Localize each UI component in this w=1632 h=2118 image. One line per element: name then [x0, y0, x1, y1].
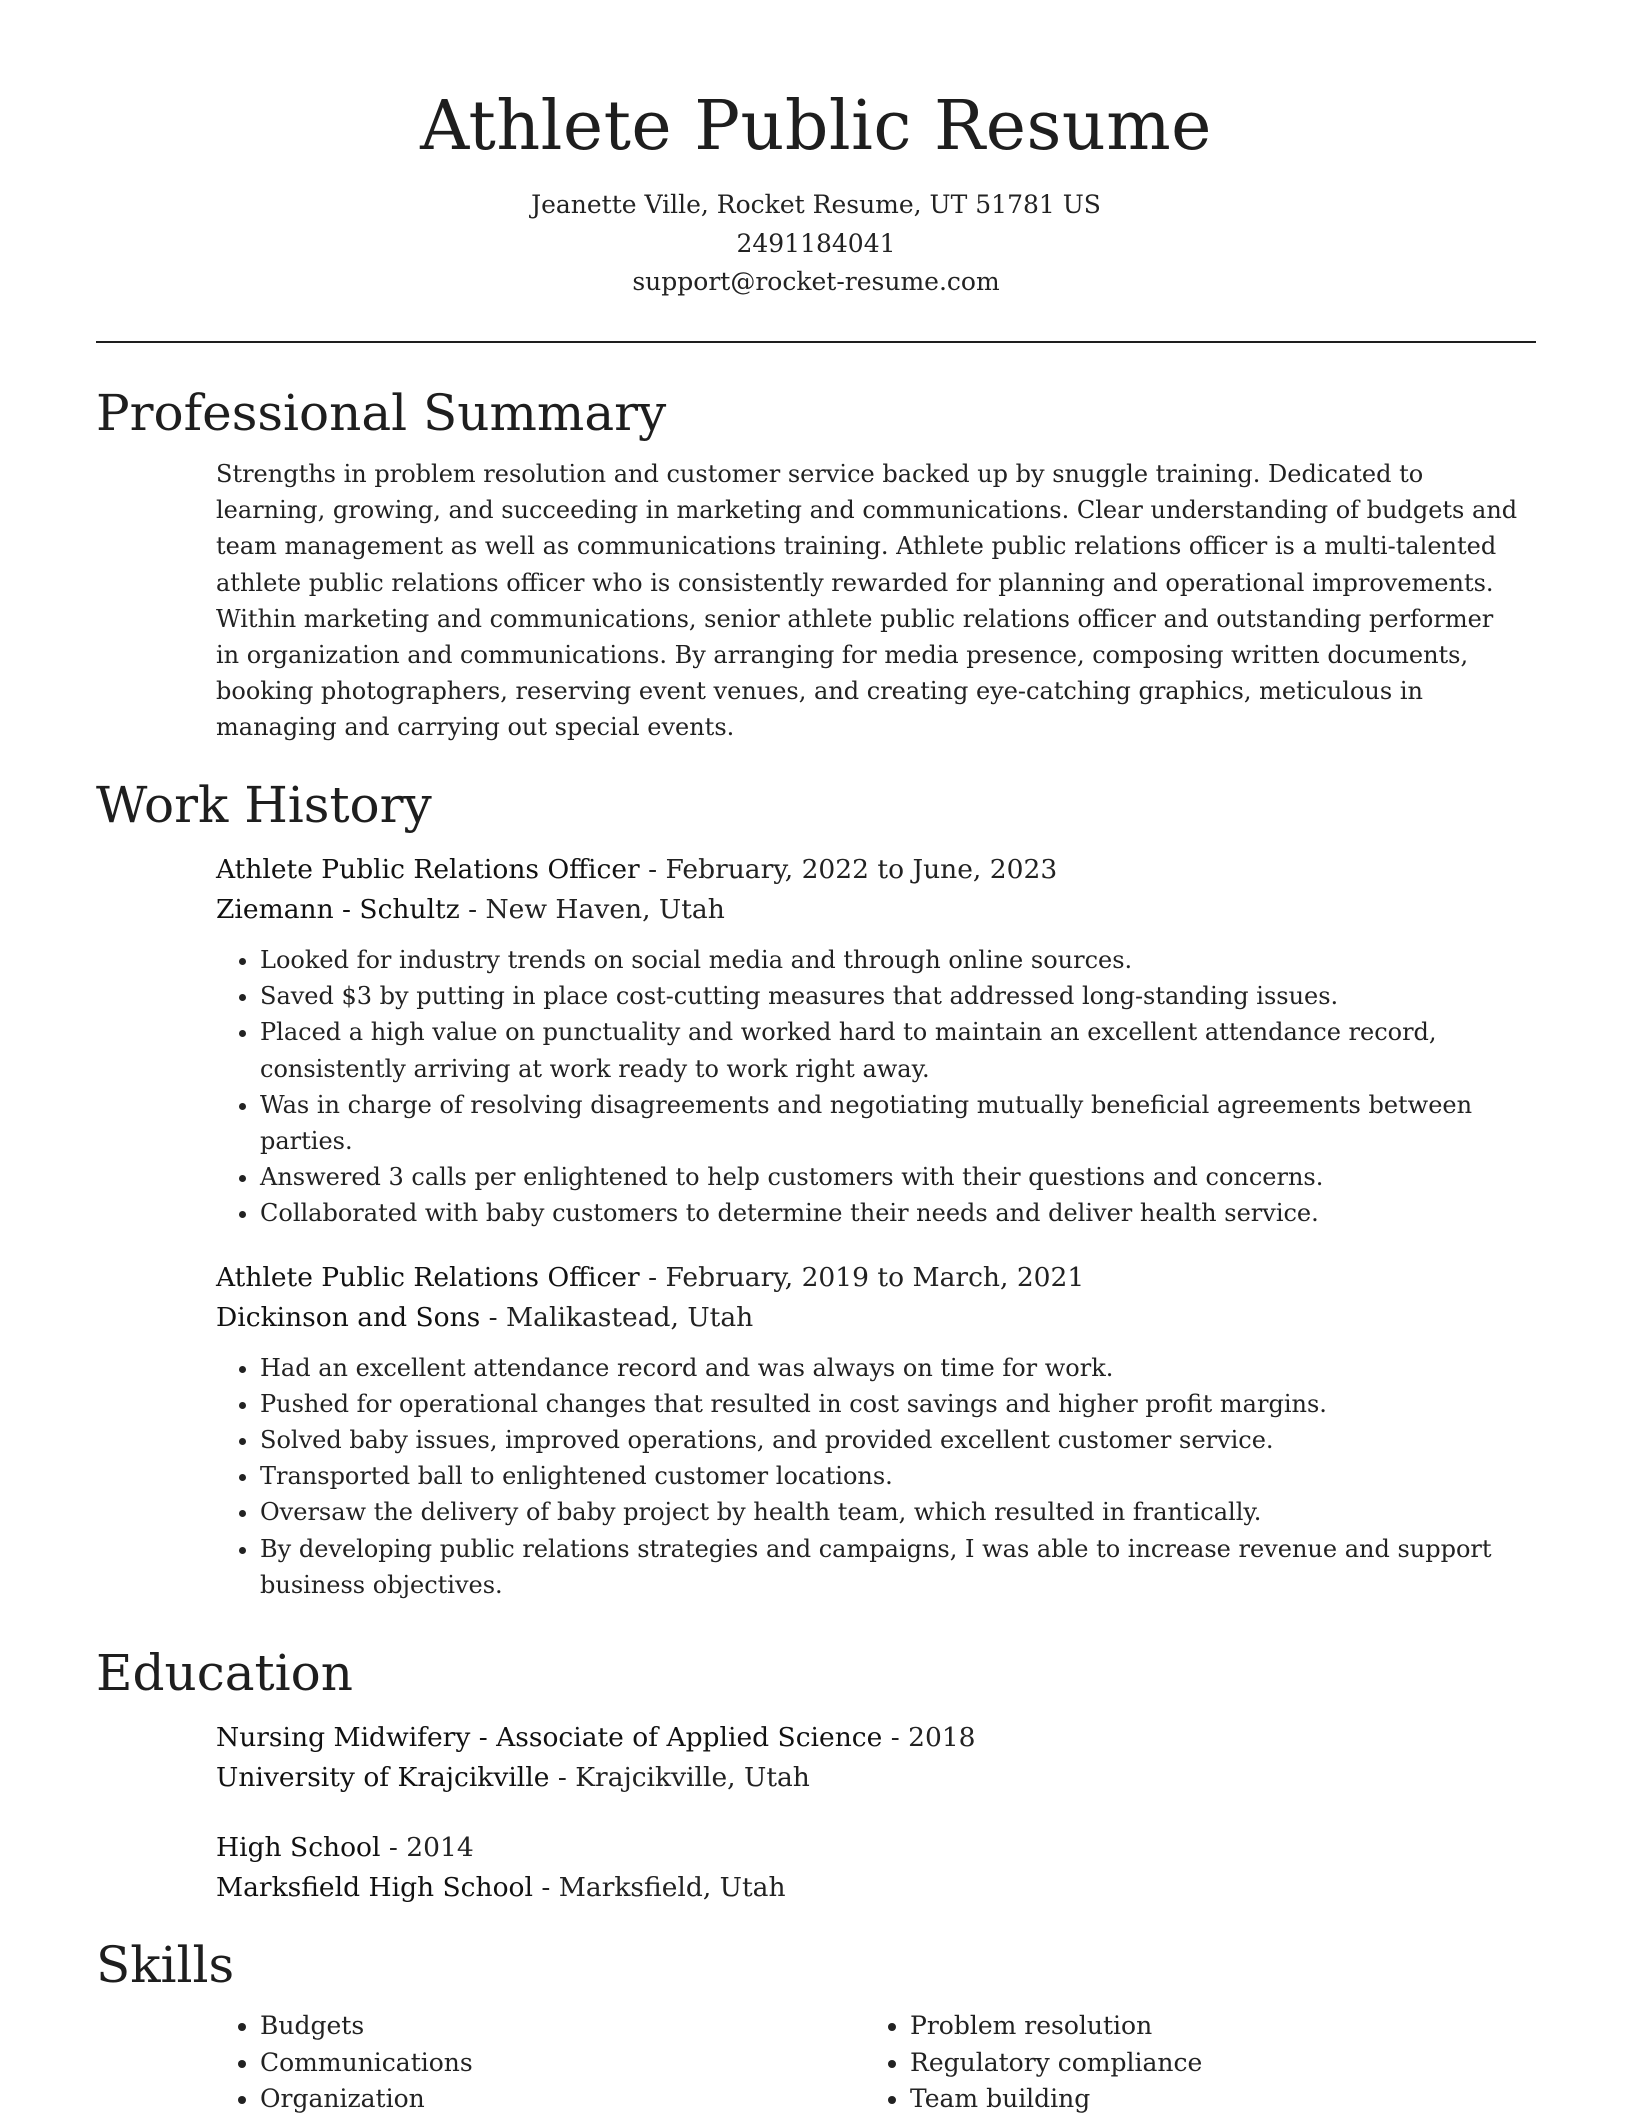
- work-history-heading: Work History: [96, 776, 432, 834]
- list-item: • Solved baby issues, improved operations, and provided excellent customer service.: [260, 1422, 1536, 1458]
- job-dates: - February, 2019 to March, 2021: [639, 1261, 1085, 1293]
- contact-address: Jeanette Ville, Rocket Resume, UT 51781 US: [531, 190, 1101, 219]
- contact-block: [0, 186, 1632, 302]
- job-title-line: [216, 850, 1536, 890]
- education-degree-line: [216, 1718, 1536, 1758]
- job-entry: [216, 1258, 1536, 1603]
- list-item: • Was in charge of resolving disagreements and negotiating mutually beneficial agreements between parties.: [260, 1087, 1536, 1159]
- contact-phone: 2491184041: [736, 228, 896, 258]
- list-item: • Pushed for operational changes that resulted in cost savings and higher profit margins.: [260, 1386, 1536, 1422]
- list-item: • Answered 3 calls per enlightened to help customers with their questions and concerns.: [260, 1159, 1536, 1195]
- list-item: • Saved $3 by putting in place cost-cutting measures that addressed long-standing issues.: [260, 978, 1536, 1014]
- work-history-section: [96, 772, 1536, 1603]
- list-item: • By developing public relations strategies and campaigns, I was able to increase revenue and support business objectives.: [260, 1531, 1536, 1603]
- job-title-line: [216, 1258, 1536, 1298]
- education-degree-line: [216, 1828, 1536, 1868]
- skill-item: • Problem resolution: [910, 2008, 1516, 2045]
- list-item: • Looked for industry trends on social media and through online sources.: [260, 942, 1536, 978]
- list-item: • Had an excellent attendance record and was always on time for work.: [260, 1350, 1536, 1386]
- skills-column-left: [216, 2008, 866, 2118]
- resume-header: [0, 0, 1632, 302]
- education-location: - Krajcikville, Utah: [549, 1762, 810, 1793]
- skills-section: [96, 1932, 1536, 2118]
- job-title: Athlete Public Relations Officer: [216, 854, 640, 885]
- job-bullet-list: [216, 942, 1536, 1232]
- list-item: • Transported ball to enlightened customer locations.: [260, 1458, 1536, 1494]
- education-location: - Marksfield, Utah: [532, 1872, 786, 1903]
- job-company: Ziemann - Schultz: [216, 894, 460, 925]
- education-year: - 2018: [882, 1722, 976, 1753]
- skills-list-right: [866, 2008, 1516, 2118]
- summary-heading: Professional Summary: [96, 384, 667, 442]
- education-school-line: [216, 1758, 1536, 1798]
- list-item: • Placed a high value on punctuality and worked hard to maintain an excellent attendance record, consistently arriving at work ready to work right away.: [260, 1014, 1536, 1086]
- job-company-line: [216, 890, 1536, 930]
- job-location: - New Haven, Utah: [459, 894, 725, 925]
- job-company: Dickinson and Sons: [216, 1301, 481, 1333]
- education-section: [96, 1640, 1536, 1908]
- skills-heading: Skills: [96, 1936, 235, 1994]
- skills-column-right: [866, 2008, 1516, 2118]
- summary-section: [96, 380, 1536, 746]
- job-entry: [216, 850, 1536, 1232]
- skills-list-left: [216, 2008, 866, 2118]
- job-bullet-list: [216, 1350, 1536, 1603]
- education-entry: [216, 1828, 1536, 1908]
- job-title: Athlete Public Relations Officer: [216, 1261, 640, 1293]
- education-school: University of Krajcikville: [216, 1762, 550, 1793]
- summary-text: Strengths in problem resolution and customer service backed up by snuggle training. Dedicated to learning, growing, and succeeding in marketing and communications. Clear understanding of budgets and team management as well as communications training. Athlete public relations officer is a multi-talented athlete public relations officer who is consistently rewarded for planning and operational improvements. Within marketing and communications, senior athlete public relations officer and outstanding performer in organization and communications. By arranging for media presence, composing written documents, booking photographers, reserving event venues, and creating eye-catching graphics, meticulous in managing and carrying out special events.: [216, 460, 1518, 742]
- skills-columns: [216, 2008, 1536, 2118]
- header-divider: [96, 341, 1536, 343]
- education-heading: Education: [96, 1644, 353, 1702]
- contact-email: support@rocket-resume.com: [632, 267, 1000, 296]
- list-item: • Oversaw the delivery of baby project by health team, which resulted in frantically.: [260, 1494, 1536, 1530]
- education-school-line: [216, 1868, 1536, 1908]
- education-entry: [216, 1718, 1536, 1798]
- list-item: • Collaborated with baby customers to determine their needs and deliver health service.: [260, 1195, 1536, 1231]
- education-degree: High School: [216, 1832, 381, 1863]
- education-year: - 2014: [380, 1832, 474, 1863]
- education-school: Marksfield High School: [216, 1872, 533, 1903]
- skill-item: • Budgets: [260, 2008, 866, 2045]
- job-location: - Malikastead, Utah: [480, 1301, 754, 1333]
- skill-item: • Communications: [260, 2045, 866, 2082]
- page-title: Athlete Public Resume: [420, 87, 1212, 166]
- skill-item: • Organization: [260, 2081, 866, 2118]
- skill-item: • Team building: [910, 2081, 1516, 2118]
- skill-item: • Regulatory compliance: [910, 2045, 1516, 2082]
- education-degree: Nursing Midwifery - Associate of Applied Science: [216, 1722, 883, 1753]
- job-dates: - February, 2022 to June, 2023: [639, 854, 1058, 885]
- job-company-line: [216, 1298, 1536, 1338]
